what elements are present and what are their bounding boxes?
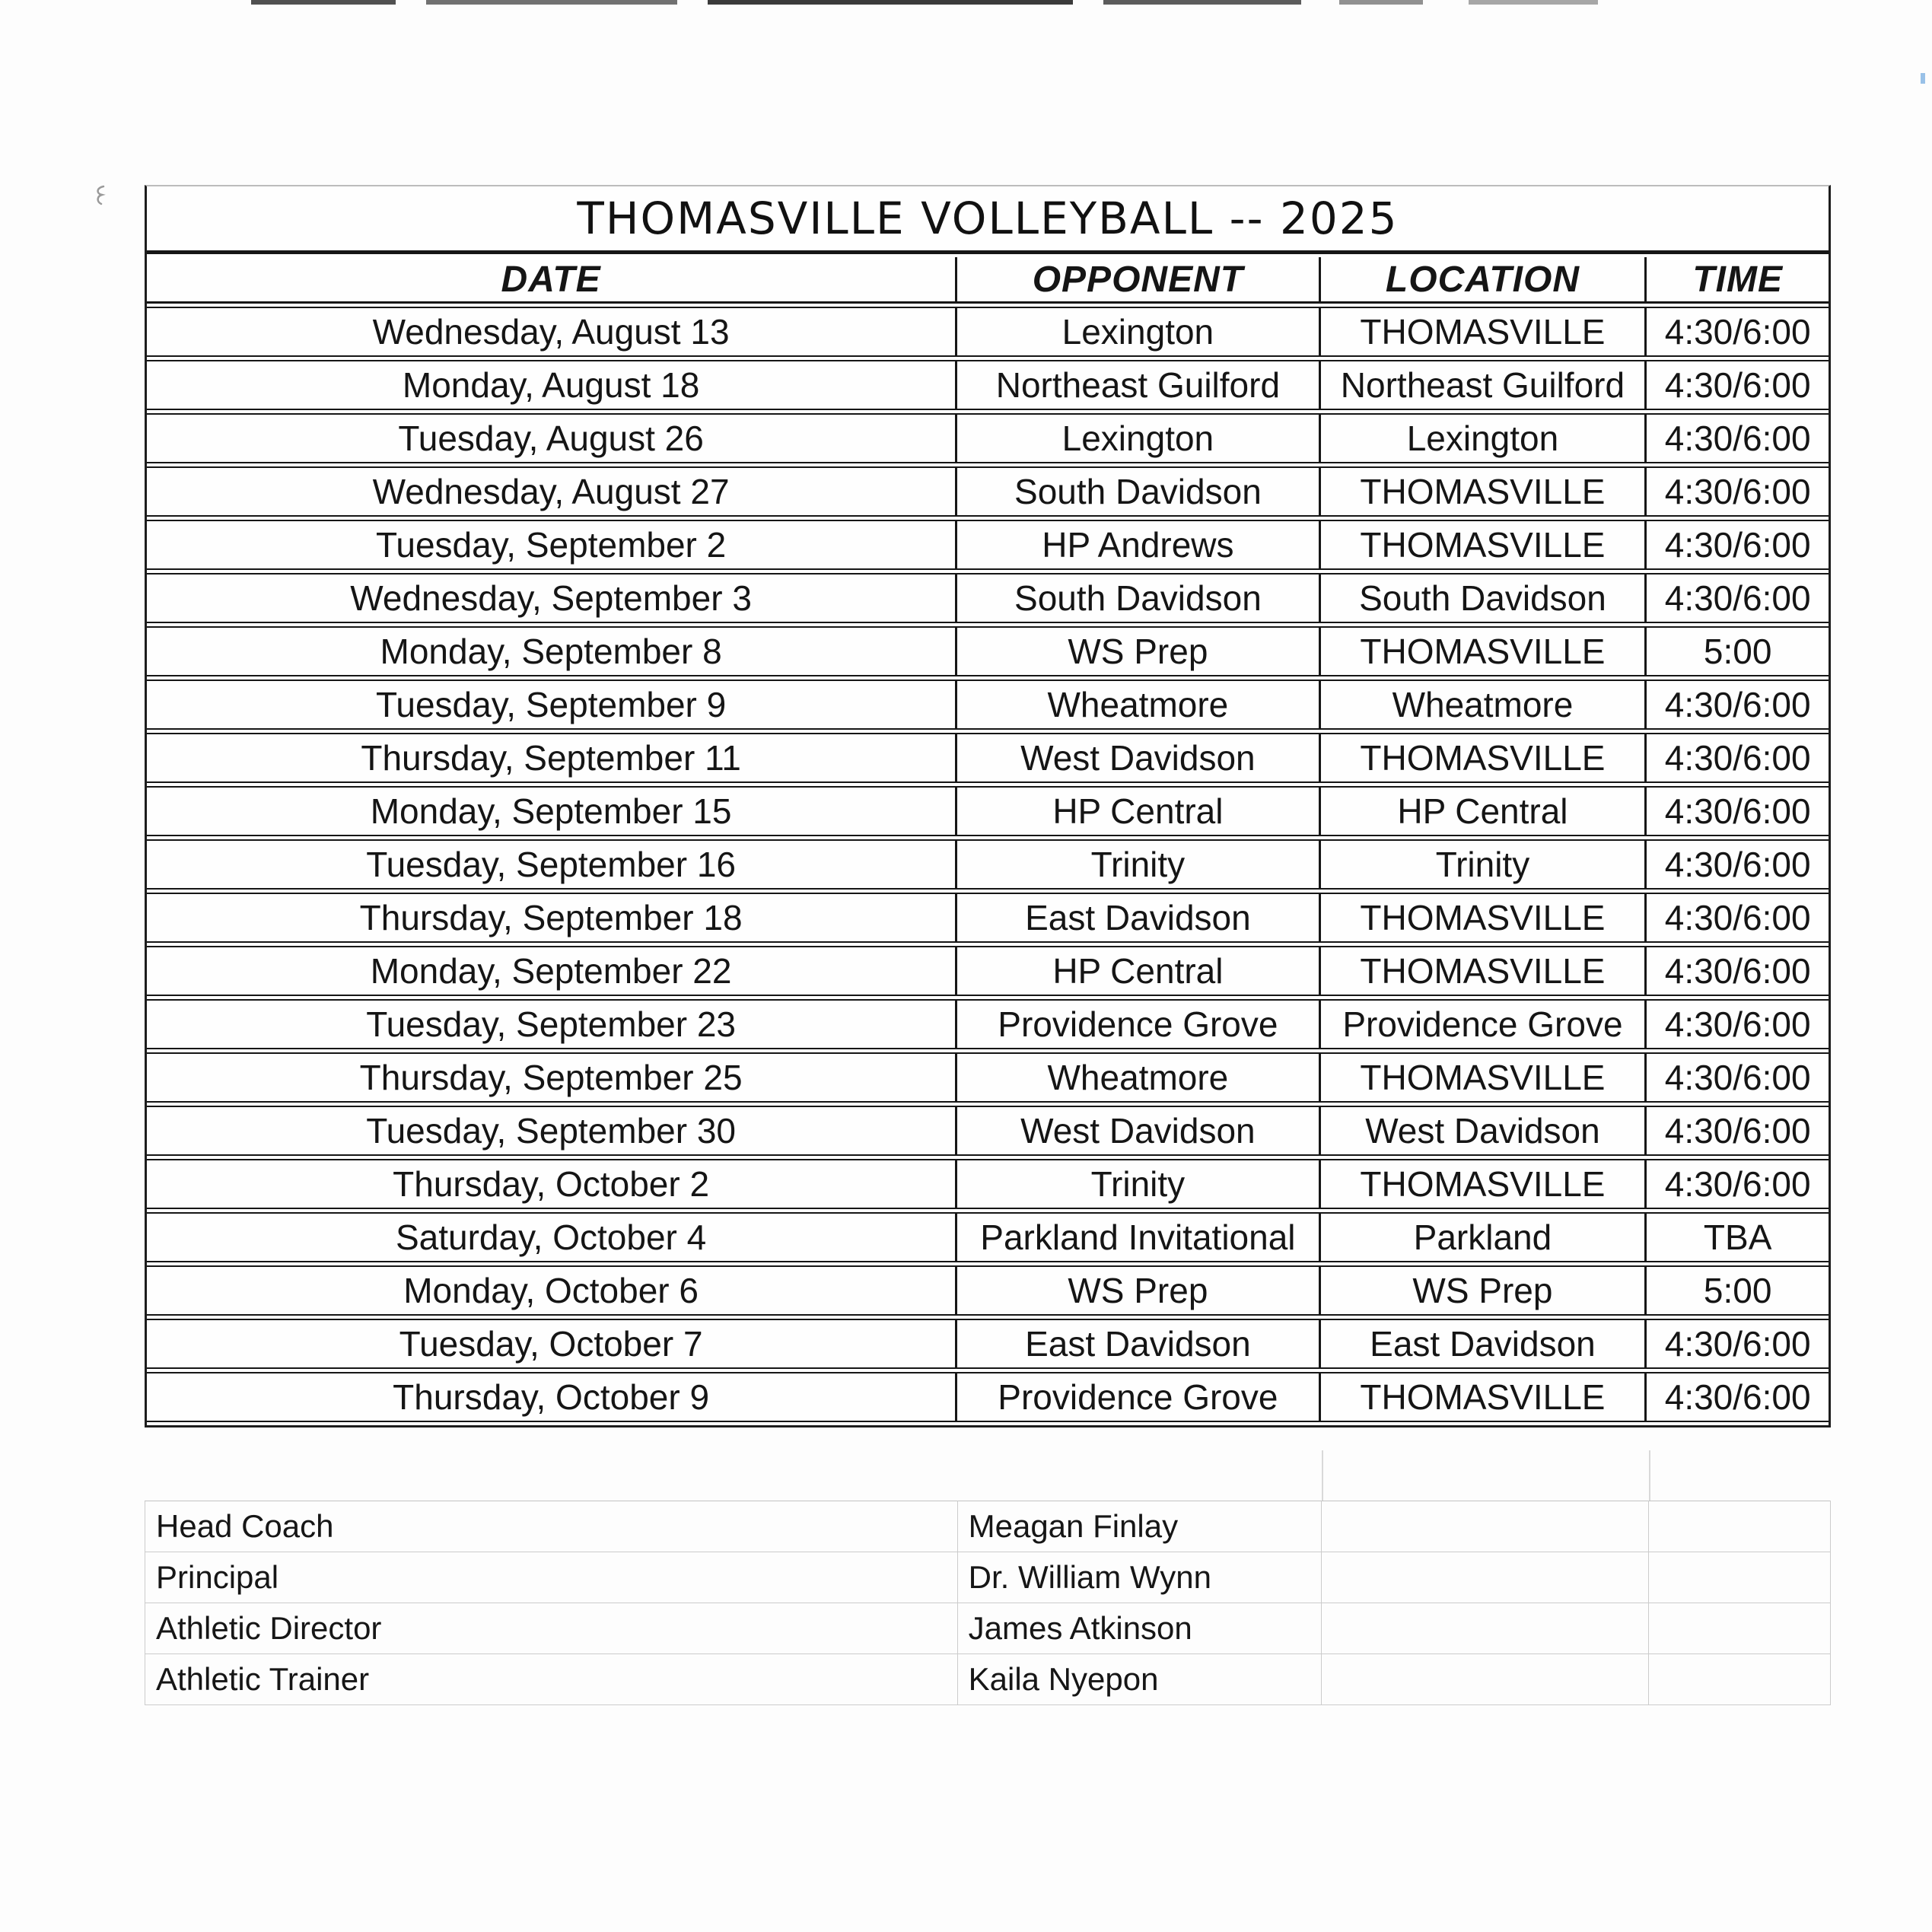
game-row: [147, 626, 1829, 676]
game-row: [147, 1052, 1829, 1103]
scan-artifact: [1469, 0, 1598, 5]
game-row: [147, 839, 1829, 890]
game-location: Northeast Guilford: [1321, 360, 1647, 410]
game-time: 4:30/6:00: [1647, 413, 1829, 463]
game-row: [147, 946, 1829, 996]
game-opponent: Northeast Guilford: [957, 360, 1320, 410]
game-date: Tuesday, September 2: [147, 520, 957, 570]
game-date: Tuesday, September 30: [147, 1106, 957, 1156]
staff-empty-cell: [1648, 1654, 1830, 1705]
staff-empty-cell: [1648, 1552, 1830, 1603]
game-opponent: WS Prep: [957, 626, 1320, 676]
staff-empty-cell: [1322, 1501, 1649, 1552]
game-location: Wheatmore: [1321, 680, 1647, 730]
game-time: 5:00: [1647, 626, 1829, 676]
game-row: [147, 1212, 1829, 1262]
game-date: Monday, August 18: [147, 360, 957, 410]
game-date: Tuesday, August 26: [147, 413, 957, 463]
game-date: Wednesday, August 27: [147, 466, 957, 517]
game-row: [147, 1319, 1829, 1369]
game-opponent: West Davidson: [957, 1106, 1320, 1156]
game-location: East Davidson: [1321, 1319, 1647, 1369]
faint-gridline: [1649, 1450, 1650, 1501]
game-row: [147, 893, 1829, 943]
game-time: 4:30/6:00: [1647, 733, 1829, 783]
staff-empty-cell: [1322, 1654, 1649, 1705]
game-location: South Davidson: [1321, 573, 1647, 623]
margin-squiggle: [93, 184, 110, 207]
staff-role: Athletic Director: [145, 1603, 958, 1654]
staff-empty-cell: [1322, 1603, 1649, 1654]
game-location: THOMASVILLE: [1321, 733, 1647, 783]
game-time: 4:30/6:00: [1647, 573, 1829, 623]
staff-row: [145, 1603, 1831, 1654]
game-row: [147, 1106, 1829, 1156]
schedule-sheet: [145, 185, 1831, 1428]
faint-gridline: [1322, 1450, 1323, 1501]
column-header-location: LOCATION: [1321, 257, 1647, 304]
game-row: [147, 307, 1829, 357]
game-opponent: WS Prep: [957, 1265, 1320, 1316]
game-location: WS Prep: [1321, 1265, 1647, 1316]
game-time: 4:30/6:00: [1647, 360, 1829, 410]
game-row: [147, 466, 1829, 517]
game-date: Tuesday, September 16: [147, 839, 957, 890]
game-opponent: Parkland Invitational: [957, 1212, 1320, 1262]
game-opponent: Wheatmore: [957, 1052, 1320, 1103]
game-row: [147, 733, 1829, 783]
game-time: 4:30/6:00: [1647, 1052, 1829, 1103]
game-row: [147, 1265, 1829, 1316]
game-location: Lexington: [1321, 413, 1647, 463]
game-location: HP Central: [1321, 786, 1647, 836]
game-location: THOMASVILLE: [1321, 1372, 1647, 1422]
staff-row: [145, 1654, 1831, 1705]
game-time: 4:30/6:00: [1647, 1106, 1829, 1156]
game-opponent: Trinity: [957, 1159, 1320, 1209]
game-time: 5:00: [1647, 1265, 1829, 1316]
game-location: THOMASVILLE: [1321, 893, 1647, 943]
game-opponent: Providence Grove: [957, 1372, 1320, 1422]
game-opponent: Wheatmore: [957, 680, 1320, 730]
game-date: Thursday, October 9: [147, 1372, 957, 1422]
game-row: [147, 520, 1829, 570]
scan-artifact: [251, 0, 396, 5]
game-row: [147, 413, 1829, 463]
schedule-table: [147, 254, 1829, 1425]
game-location: THOMASVILLE: [1321, 626, 1647, 676]
game-row: [147, 786, 1829, 836]
game-date: Saturday, October 4: [147, 1212, 957, 1262]
game-opponent: HP Andrews: [957, 520, 1320, 570]
scan-artifact: [1103, 0, 1301, 5]
staff-name: Dr. William Wynn: [957, 1552, 1321, 1603]
game-time: 4:30/6:00: [1647, 520, 1829, 570]
game-date: Thursday, September 11: [147, 733, 957, 783]
game-date: Monday, October 6: [147, 1265, 957, 1316]
game-date: Monday, September 22: [147, 946, 957, 996]
staff-role: Head Coach: [145, 1501, 958, 1552]
staff-name: James Atkinson: [957, 1603, 1321, 1654]
game-location: West Davidson: [1321, 1106, 1647, 1156]
game-location: THOMASVILLE: [1321, 1052, 1647, 1103]
scan-speck: [1921, 73, 1925, 84]
game-opponent: East Davidson: [957, 1319, 1320, 1369]
game-date: Tuesday, October 7: [147, 1319, 957, 1369]
game-date: Thursday, September 18: [147, 893, 957, 943]
game-opponent: Lexington: [957, 307, 1320, 357]
game-row: [147, 999, 1829, 1049]
game-location: Parkland: [1321, 1212, 1647, 1262]
game-opponent: Trinity: [957, 839, 1320, 890]
game-time: 4:30/6:00: [1647, 786, 1829, 836]
game-time: 4:30/6:00: [1647, 1159, 1829, 1209]
game-time: 4:30/6:00: [1647, 307, 1829, 357]
column-header-time: TIME: [1647, 257, 1829, 304]
staff-role: Principal: [145, 1552, 958, 1603]
game-row: [147, 680, 1829, 730]
game-time: 4:30/6:00: [1647, 1372, 1829, 1422]
game-opponent: East Davidson: [957, 893, 1320, 943]
game-time: 4:30/6:00: [1647, 946, 1829, 996]
header-row: [147, 257, 1829, 304]
scan-artifact: [708, 0, 1073, 5]
scan-artifact: [426, 0, 677, 5]
game-date: Tuesday, September 23: [147, 999, 957, 1049]
page-title: THOMASVILLE VOLLEYBALL -- 2025: [147, 186, 1829, 254]
staff-name: Meagan Finlay: [957, 1501, 1321, 1552]
staff-row: [145, 1552, 1831, 1603]
game-opponent: Lexington: [957, 413, 1320, 463]
game-location: Trinity: [1321, 839, 1647, 890]
column-header-date: DATE: [147, 257, 957, 304]
game-time: 4:30/6:00: [1647, 999, 1829, 1049]
game-opponent: HP Central: [957, 786, 1320, 836]
game-time: 4:30/6:00: [1647, 893, 1829, 943]
game-opponent: Providence Grove: [957, 999, 1320, 1049]
game-row: [147, 573, 1829, 623]
game-location: THOMASVILLE: [1321, 466, 1647, 517]
game-row: [147, 1159, 1829, 1209]
game-opponent: West Davidson: [957, 733, 1320, 783]
game-location: Providence Grove: [1321, 999, 1647, 1049]
game-date: Thursday, October 2: [147, 1159, 957, 1209]
game-location: THOMASVILLE: [1321, 946, 1647, 996]
staff-row: [145, 1501, 1831, 1552]
game-row: [147, 360, 1829, 410]
game-location: THOMASVILLE: [1321, 1159, 1647, 1209]
staff-empty-cell: [1648, 1501, 1830, 1552]
staff-role: Athletic Trainer: [145, 1654, 958, 1705]
game-location: THOMASVILLE: [1321, 307, 1647, 357]
game-date: Wednesday, August 13: [147, 307, 957, 357]
column-header-opponent: OPPONENT: [957, 257, 1320, 304]
staff-empty-cell: [1648, 1603, 1830, 1654]
game-date: Tuesday, September 9: [147, 680, 957, 730]
game-time: 4:30/6:00: [1647, 466, 1829, 517]
scan-artifact: [1339, 0, 1423, 5]
game-opponent: South Davidson: [957, 466, 1320, 517]
game-opponent: HP Central: [957, 946, 1320, 996]
staff-empty-cell: [1322, 1552, 1649, 1603]
game-date: Monday, September 8: [147, 626, 957, 676]
game-time: 4:30/6:00: [1647, 839, 1829, 890]
game-date: Monday, September 15: [147, 786, 957, 836]
game-row: [147, 1372, 1829, 1422]
staff-name: Kaila Nyepon: [957, 1654, 1321, 1705]
game-time: TBA: [1647, 1212, 1829, 1262]
game-time: 4:30/6:00: [1647, 680, 1829, 730]
game-date: Thursday, September 25: [147, 1052, 957, 1103]
game-location: THOMASVILLE: [1321, 520, 1647, 570]
game-opponent: South Davidson: [957, 573, 1320, 623]
game-date: Wednesday, September 3: [147, 573, 957, 623]
staff-table: [145, 1501, 1831, 1705]
game-time: 4:30/6:00: [1647, 1319, 1829, 1369]
